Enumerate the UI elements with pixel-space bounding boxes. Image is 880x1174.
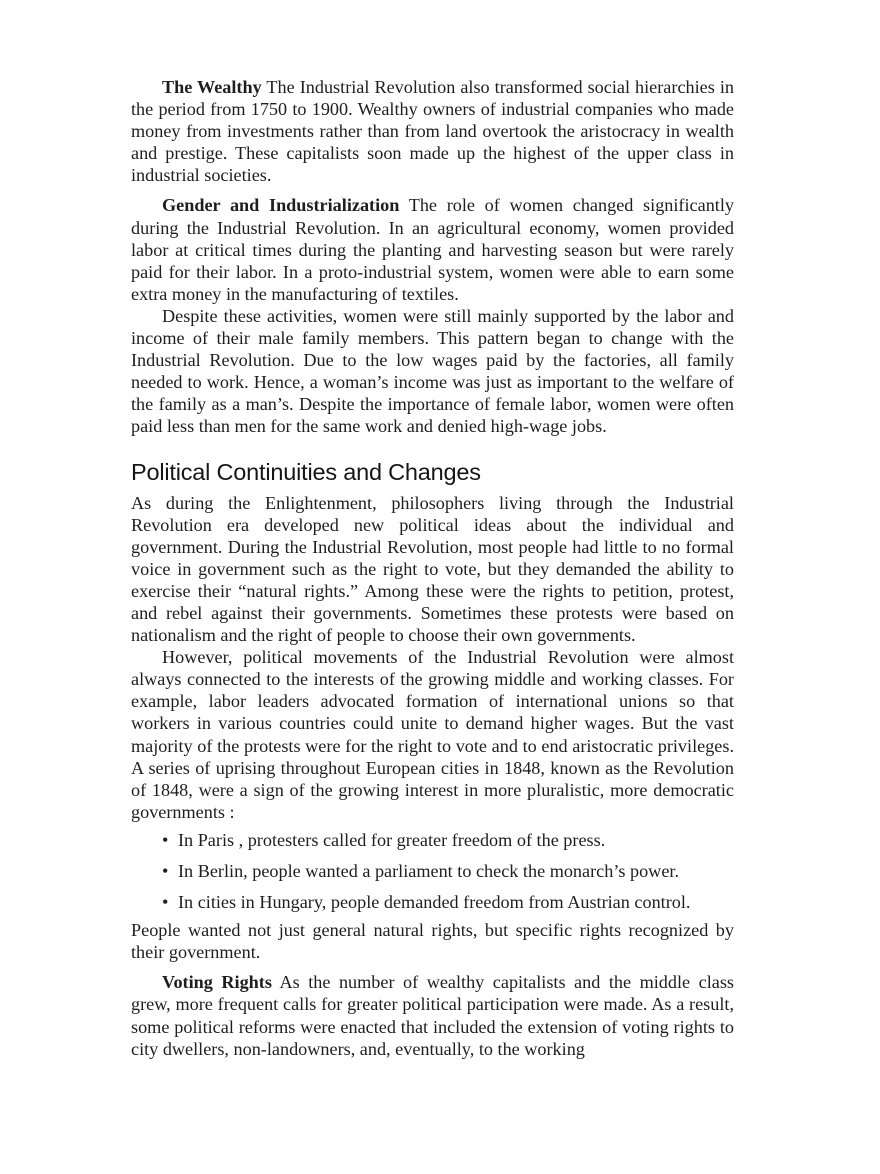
paragraph-text: The Industrial Revolution also transformed social hierarchies in the period from 1750 to 1900. Wealthy owners of industrial companies who made money from investments rather than from land overtook the aristocracy in wealth and prestige. These capitalists soon made up the highest of the upper class in industrial societies. [131,77,734,186]
bullet-list-1848 [131,829,734,913]
runin-heading-voting-rights: Voting Rights [162,972,272,993]
list-item [131,860,734,882]
bullet-icon: • [162,892,169,913]
paragraph-gender-and-industrialization [131,194,734,304]
runin-heading-gender: Gender and Industrialization [162,195,400,216]
list-item-text: In cities in Hungary, people demanded freedom from Austrian control. [178,892,691,913]
document-page [131,76,734,1060]
paragraph-text: The role of women changed significantly during the Industrial Revolution. In an agricultural economy, women provided labor at critical times during the planting and harvesting season but were rarely paid for their labor. In a proto-industrial system, women were able to earn some extra money in the manufacturing of textiles. [131,195,734,304]
paragraph-text: As the number of wealthy capitalists and the middle class grew, more frequent calls for greater political participation were made. As a result, some political reforms were enacted that included the extension of voting rights to city dwellers, non-landowners, and, eventually, to the working [131,972,734,1059]
list-item-text: In Berlin, people wanted a parliament to check the monarch’s power. [178,861,679,881]
bullet-icon: • [162,829,169,850]
paragraph-voting-rights [131,971,734,1059]
list-item [131,891,734,913]
paragraph-political-however: However, political movements of the Industrial Revolution were almost always connected to the interests of the growing middle and working classes. For example, labor leaders advocated formation of international unions so that workers in various countries could unite to demand higher wages. But the vast majority of the protests were for the right to vote and to end aristocratic privileges. A series of uprising throughout European cities in 1848, known as the Revolution of 1848, were a sign of the growing interest in more pluralistic, more democratic governments : [131,647,734,822]
paragraph-gender-continuation: Despite these activities, women were still mainly supported by the labor and income of their male family members. This pattern began to change with the Industrial Revolution. Due to the low wages paid by the factories, all family needed to work. Hence, a woman’s income was just as important to the welfare of the family as a man’s. Despite the importance of female labor, women were often paid less than men for the same work and denied high-wage jobs. [131,305,734,437]
paragraph-political-intro: As during the Enlightenment, philosophers living through the Industrial Revolution era developed new political ideas about the individual and government. During the Industrial Revolution, most people had little to no formal voice in government such as the right to vote, but they demanded the ability to exercise their “natural rights.” Among these were the rights to petition, protest, and rebel against their governments. Sometimes these protests were based on nationalism and the right of people to choose their own governments. [131,492,734,646]
paragraph-the-wealthy [131,76,734,186]
runin-heading-the-wealthy: The Wealthy [162,77,262,97]
list-item [131,829,734,851]
paragraph-after-bullets: People wanted not just general natural rights, but specific rights recognized by their government. [131,920,734,963]
list-item-text: In Paris , protesters called for greater freedom of the press. [178,829,606,850]
bullet-icon: • [162,861,169,881]
section-heading-political: Political Continuities and Changes [131,458,481,485]
